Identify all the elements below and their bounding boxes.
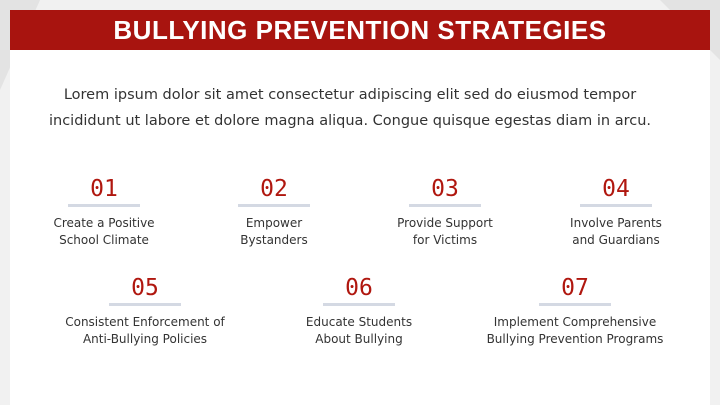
strategy-number: 07 xyxy=(561,275,589,301)
number-underline xyxy=(238,204,310,207)
strategy-label xyxy=(40,314,250,348)
strategy-item-06 xyxy=(269,275,449,348)
strategy-label-line-2: Bystanders xyxy=(240,233,308,247)
number-underline xyxy=(109,303,181,306)
number-underline xyxy=(539,303,611,306)
strategy-label-line-1: Educate Students xyxy=(305,315,413,329)
intro-paragraph xyxy=(40,82,660,134)
strategy-number: 01 xyxy=(90,176,118,202)
strategy-item-02 xyxy=(184,176,364,249)
strategy-label xyxy=(465,314,685,348)
strategy-label-line-1: Consistent Enforcement of xyxy=(65,315,225,329)
strategy-label-line-2: Bullying Prevention Programs xyxy=(486,332,664,346)
title-bar xyxy=(10,10,710,50)
strategy-item-03 xyxy=(355,176,535,249)
strategy-label-line-1: Involve Parents xyxy=(570,216,662,230)
strategy-item-05 xyxy=(40,275,250,348)
strategy-label-line-1: Provide Support xyxy=(397,216,493,230)
number-underline xyxy=(323,303,395,306)
strategy-number: 04 xyxy=(602,176,630,202)
strategy-item-01 xyxy=(14,176,194,249)
number-underline xyxy=(409,204,481,207)
slide-title: BULLYING PREVENTION STRATEGIES xyxy=(113,14,607,45)
strategy-label xyxy=(184,215,364,249)
strategy-label-line-2: About Bullying xyxy=(315,332,403,346)
strategy-number: 06 xyxy=(345,275,373,301)
strategy-label-line-2: School Climate xyxy=(59,233,149,247)
strategy-number: 02 xyxy=(260,176,288,202)
number-underline xyxy=(68,204,140,207)
strategy-label-line-1: Implement Comprehensive xyxy=(493,315,657,329)
strategy-label xyxy=(355,215,535,249)
strategy-label-line-1: Empower xyxy=(245,216,303,230)
strategy-label-line-1: Create a Positive xyxy=(53,216,155,230)
strategy-item-07 xyxy=(465,275,685,348)
strategy-label-line-2: for Victims xyxy=(412,233,478,247)
strategy-label xyxy=(526,215,706,249)
strategy-number: 03 xyxy=(431,176,459,202)
strategy-label-line-2: Anti-Bullying Policies xyxy=(82,332,208,346)
intro-line-1: Lorem ipsum dolor sit amet consectetur adipiscing elit sed do eiusmod tempor xyxy=(63,87,637,103)
number-underline xyxy=(580,204,652,207)
strategy-label-line-2: and Guardians xyxy=(572,233,660,247)
intro-line-2: incididunt ut labore et dolore magna aliqua. Congue quisque egestas diam in arcu. xyxy=(48,113,651,129)
strategy-label xyxy=(14,215,194,249)
strategy-label xyxy=(269,314,449,348)
strategy-number: 05 xyxy=(131,275,159,301)
strategy-item-04 xyxy=(526,176,706,249)
